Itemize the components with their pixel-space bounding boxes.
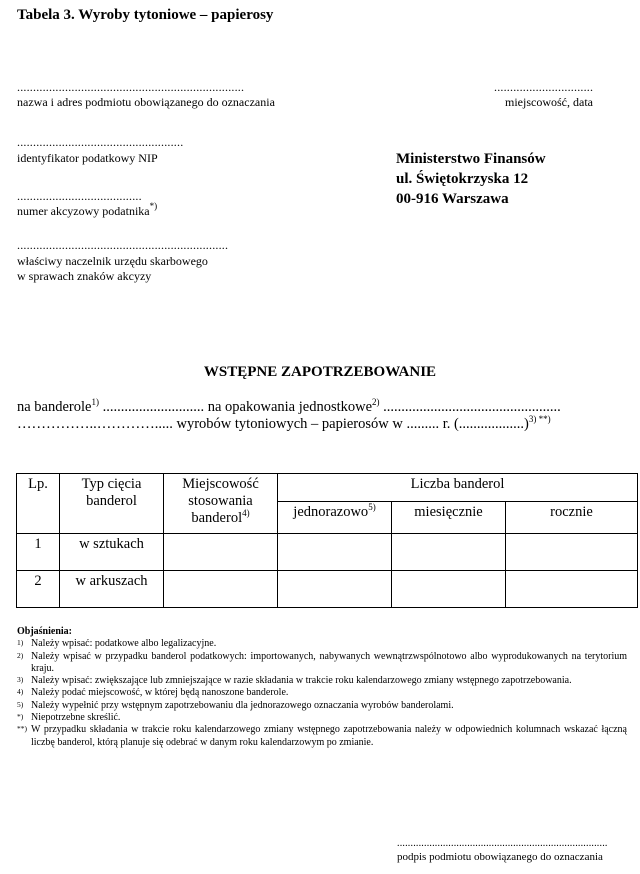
table-row [17,534,638,571]
cell-rocznie[interactable] [506,534,638,571]
nip-label: identyfikator podatkowy NIP [17,151,158,165]
excise-number-field: ....................................... [17,189,142,203]
company-name-address-label: nazwa i adres podmiotu obowiązanego do oznaczania [17,95,275,109]
cell-miesiecznie[interactable] [392,571,506,608]
form-heading: WSTĘPNE ZAPOTRZEBOWANIE [203,364,437,380]
row-lp: 2 [17,571,60,608]
row-typ: w arkuszach [60,571,164,608]
document-title: Tabela 3. Wyroby tytoniowe – papierosy [17,7,274,23]
explanation-item: 5) Należy wypełnić przy wstępnym zapotrzebowaniu dla jednorazowego oznaczania wyrobów banderolami. [17,699,454,711]
tax-office-label: właściwy naczelnik urzędu skarbowego [17,254,208,268]
tax-office-field: .................................................................. [17,238,229,252]
recipient-street: ul. Świętokrzyska 12 [396,171,529,187]
excise-number-label: numer akcyzowy podatnika*) [17,201,158,218]
request-line-1: na banderole$^{1)}$ ............................ na opakowania jednostkowe$^{2)}$ ................................................. [17,397,561,415]
explanation-item: 1) Należy wpisać: podatkowe albo legalizacyjne. [17,638,217,650]
banderole-table [16,473,638,608]
header-lp: Lp. [17,474,60,534]
header-miesiecznie: miesięcznie [392,502,506,534]
explanation-item: **) W przypadku składania w trakcie roku kalendarzowego zmiany wstępnego zapotrzebowania należy w odpowiednich kolumnach wskazać łączną liczbę banderol, którą planuje się odebrać w danym roku kalendarzowym po zmianie. [17,724,627,748]
header-miejscowosc: Miejscowość stosowania banderol$^{4)}$ [164,474,278,534]
request-line-2: ……………..…………..... wyrobów tytoniowych – papierosów w ......... r. (..................)$^{3) **)}$ [17,414,551,432]
explanation-item: 4) Należy podać miejscowość, w której będą nanoszone banderole. [17,687,289,699]
recipient-city: 00-916 Warszawa [396,191,509,207]
explanation-item: 3) Należy wpisać: zwiększające lub zmniejszające w razie składania w trakcie roku kalendarzowego zmiany wstępnego zapotrzebowania. [17,675,572,687]
explanations [17,626,627,749]
cell-rocznie[interactable] [506,571,638,608]
recipient-name: Ministerstwo Finansów [396,151,546,167]
cell-miesiecznie[interactable] [392,534,506,571]
header-jednorazowo: jednorazowo$^{5)}$ [278,502,392,534]
company-name-address-field: ....................................................................... [17,80,245,94]
header-liczba: Liczba banderol [278,474,638,502]
cell-miejscowosc[interactable] [164,534,278,571]
header-typ: Typ cięcia banderol [60,474,164,534]
header-rocznie: rocznie [506,502,638,534]
signature-field: .............................................................................. [397,838,608,849]
explanations-title: Objaśnienia: [17,626,73,637]
place-date-label: miejscowość, data [505,95,593,109]
explanation-item: *) Niepotrzebne skreślić. [17,712,121,724]
tax-office-label-line2: w sprawach znaków akcyzy [17,269,152,283]
row-lp: 1 [17,534,60,571]
table-row [17,571,638,608]
place-date-field: ............................... [494,80,594,94]
cell-jednorazowo[interactable] [278,534,392,571]
row-typ: w sztukach [60,534,164,571]
cell-jednorazowo[interactable] [278,571,392,608]
cell-miejscowosc[interactable] [164,571,278,608]
recipient-address [396,149,546,209]
signature-label: podpis podmiotu obowiązanego do oznaczania [397,851,603,863]
explanation-item: 2) Należy wpisać w przypadku banderol podatkowych: importowanych, nabywanych wewnątrzwspólnotowo albo wyprodukowanych na terytorium kraju. [17,650,627,674]
nip-field: .................................................... [17,135,184,149]
